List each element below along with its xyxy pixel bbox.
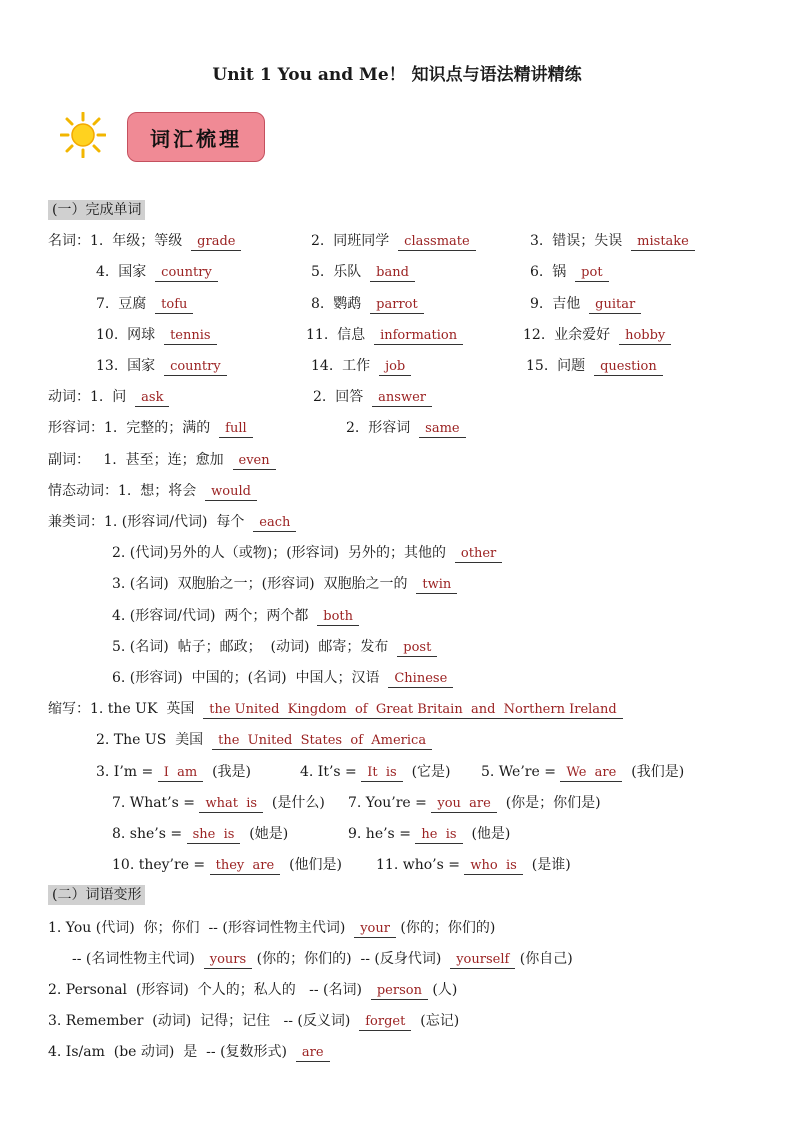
prompt-text: 7. You’re = bbox=[348, 795, 432, 811]
prompt-text: 14. 工作 bbox=[311, 358, 380, 374]
exercise-line bbox=[300, 762, 451, 782]
answer-blank: question bbox=[594, 359, 663, 376]
prompt-text: (它是) bbox=[402, 764, 451, 780]
exercise-line bbox=[481, 762, 684, 782]
prompt-text: (我们是) bbox=[622, 764, 685, 780]
sun-icon bbox=[60, 112, 106, 158]
exercise-line bbox=[96, 762, 251, 782]
exercise-line bbox=[112, 606, 359, 626]
prompt-text: (他是) bbox=[462, 826, 511, 842]
answer-blank: job bbox=[379, 359, 411, 376]
answer-blank: tennis bbox=[164, 328, 217, 345]
exercise-line bbox=[311, 262, 415, 282]
exercise-line bbox=[96, 294, 193, 314]
answer-blank: what is bbox=[199, 796, 263, 813]
answer-blank: the United States of America bbox=[212, 733, 432, 750]
exercise-line bbox=[48, 980, 457, 1000]
prompt-text: (你自己) bbox=[515, 951, 573, 967]
prompt-text: 2. Personal (形容词) 个人的；私人的 -- (名词) bbox=[48, 982, 371, 998]
exercise-line bbox=[48, 1042, 330, 1062]
exercise-line bbox=[530, 262, 609, 282]
exercise-line bbox=[112, 574, 457, 594]
prompt-text: -- (名词性物主代词) bbox=[72, 951, 204, 967]
answer-blank: I am bbox=[158, 765, 203, 782]
exercise-line bbox=[112, 855, 342, 875]
exercise-line bbox=[523, 325, 671, 345]
answer-blank: ask bbox=[135, 390, 169, 407]
answer-blank: you are bbox=[431, 796, 496, 813]
answer-blank: country bbox=[155, 265, 218, 282]
prompt-text: (他们是) bbox=[280, 857, 343, 873]
answer-blank: the United Kingdom of Great Britain and Northern Ireland bbox=[203, 702, 623, 719]
prompt-text: 11. who’s = bbox=[376, 857, 465, 873]
answer-blank: person bbox=[371, 983, 428, 1000]
prompt-text: 9. he’s = bbox=[348, 826, 416, 842]
prompt-text: 2. 形容词 bbox=[346, 420, 420, 436]
page-title: Unit 1 You and Me！ 知识点与语法精讲精练 bbox=[212, 65, 582, 85]
answer-blank: twin bbox=[416, 577, 457, 594]
answer-blank: both bbox=[317, 609, 359, 626]
exercise-line bbox=[96, 356, 227, 376]
answer-blank: she is bbox=[187, 827, 241, 844]
prompt-text: 4. Is/am (be 动词) 是 -- (复数形式) bbox=[48, 1044, 296, 1060]
prompt-text: 5. 乐队 bbox=[311, 264, 371, 280]
prompt-text: (忘记) bbox=[411, 1013, 460, 1029]
exercise-line bbox=[48, 699, 623, 719]
exercise-line bbox=[48, 231, 241, 251]
exercise-line bbox=[530, 231, 695, 251]
answer-blank: they are bbox=[210, 858, 281, 875]
answer-blank: information bbox=[374, 328, 463, 345]
prompt-text: 副词： 1. 甚至；连；愈加 bbox=[48, 452, 233, 468]
exercise-line bbox=[96, 325, 217, 345]
prompt-text: 动词：1. 问 bbox=[48, 389, 136, 405]
exercise-line bbox=[346, 418, 466, 438]
exercise-line bbox=[311, 294, 424, 314]
prompt-text: 8. 鹦鹉 bbox=[311, 296, 371, 312]
answer-blank: even bbox=[233, 453, 276, 470]
prompt-text: (人) bbox=[427, 982, 458, 998]
answer-blank: post bbox=[397, 640, 437, 657]
prompt-text: 10. they’re = bbox=[112, 857, 210, 873]
prompt-text: 10. 网球 bbox=[96, 327, 165, 343]
exercise-line bbox=[48, 418, 253, 438]
answer-blank: other bbox=[455, 546, 502, 563]
prompt-text: (你是；你们是) bbox=[496, 795, 601, 811]
prompt-text: (她是) bbox=[240, 826, 289, 842]
exercise-line bbox=[526, 356, 663, 376]
prompt-text: (我是) bbox=[203, 764, 252, 780]
exercise-line bbox=[48, 918, 495, 938]
prompt-text: (你的；你们的) -- (反身代词) bbox=[252, 951, 451, 967]
answer-blank: classmate bbox=[398, 234, 476, 251]
answer-blank: band bbox=[370, 265, 415, 282]
exercise-line bbox=[48, 450, 276, 470]
prompt-text: 2. The US 美国 bbox=[96, 732, 213, 748]
prompt-text: 15. 问题 bbox=[526, 358, 595, 374]
exercise-line bbox=[311, 231, 476, 251]
answer-blank: same bbox=[419, 421, 465, 438]
answer-blank: Chinese bbox=[388, 671, 453, 688]
prompt-text: 缩写：1. the UK 英国 bbox=[48, 701, 204, 717]
prompt-text: 3. I’m = bbox=[96, 764, 158, 780]
exercise-line bbox=[96, 730, 432, 750]
prompt-text: 形容词：1. 完整的；满的 bbox=[48, 420, 220, 436]
answer-blank: country bbox=[164, 359, 227, 376]
exercise-line bbox=[348, 793, 601, 813]
answer-blank: parrot bbox=[370, 297, 424, 314]
answer-blank: It is bbox=[361, 765, 402, 782]
prompt-text: 3. Remember (动词) 记得；记住 -- (反义词) bbox=[48, 1013, 360, 1029]
answer-blank: tofu bbox=[155, 297, 193, 314]
exercise-line bbox=[48, 387, 169, 407]
answer-blank: guitar bbox=[589, 297, 641, 314]
prompt-text: 6. (形容词) 中国的；(名词) 中国人；汉语 bbox=[112, 670, 389, 686]
prompt-text: 7. What’s = bbox=[112, 795, 200, 811]
prompt-text: 11. 信息 bbox=[306, 327, 375, 343]
prompt-text: 3. 错误；失误 bbox=[530, 233, 632, 249]
exercise-line bbox=[376, 855, 571, 875]
prompt-text: 6. 锅 bbox=[530, 264, 576, 280]
exercise-line bbox=[96, 262, 218, 282]
prompt-text: 3. (名词) 双胞胎之一；(形容词) 双胞胎之一的 bbox=[112, 576, 417, 592]
answer-blank: hobby bbox=[619, 328, 671, 345]
prompt-text: 名词：1. 年级；等级 bbox=[48, 233, 192, 249]
exercise-line bbox=[348, 824, 510, 844]
prompt-text: 2. (代词)另外的人（或物)；(形容词) 另外的；其他的 bbox=[112, 545, 455, 561]
answer-blank: mistake bbox=[631, 234, 695, 251]
exercise-line bbox=[311, 356, 411, 376]
answer-blank: he is bbox=[415, 827, 462, 844]
exercise-line bbox=[112, 824, 288, 844]
prompt-text: 13. 国家 bbox=[96, 358, 165, 374]
answer-blank: We are bbox=[560, 765, 622, 782]
prompt-text: (你的；你们的) bbox=[395, 920, 496, 936]
answer-blank: each bbox=[253, 515, 296, 532]
prompt-text: 4. (形容词/代词) 两个；两个都 bbox=[112, 608, 318, 624]
vocab-badge: 词汇梳理 bbox=[127, 112, 265, 162]
exercise-line bbox=[112, 637, 437, 657]
exercise-line bbox=[48, 1011, 459, 1031]
answer-blank: pot bbox=[575, 265, 608, 282]
prompt-text: 4. 国家 bbox=[96, 264, 156, 280]
prompt-text: 1. You (代词) 你；你们 -- (形容词性物主代词) bbox=[48, 920, 355, 936]
prompt-text: 兼类词：1. (形容词/代词) 每个 bbox=[48, 514, 254, 530]
prompt-text: 2. 回答 bbox=[313, 389, 373, 405]
answer-blank: answer bbox=[372, 390, 432, 407]
prompt-text: 2. 同班同学 bbox=[311, 233, 399, 249]
exercise-line bbox=[306, 325, 463, 345]
answer-blank: who is bbox=[464, 858, 522, 875]
answer-blank: forget bbox=[359, 1014, 411, 1031]
exercise-line bbox=[72, 949, 573, 969]
prompt-text: 9. 吉他 bbox=[530, 296, 590, 312]
exercise-line bbox=[313, 387, 432, 407]
prompt-text: 8. she’s = bbox=[112, 826, 187, 842]
section-heading-word-forms: (二）词语变形 bbox=[48, 885, 145, 905]
answer-blank: yours bbox=[204, 952, 252, 969]
prompt-text: 7. 豆腐 bbox=[96, 296, 156, 312]
exercise-line bbox=[112, 543, 502, 563]
prompt-text: 12. 业余爱好 bbox=[523, 327, 620, 343]
answer-blank: are bbox=[296, 1045, 330, 1062]
answer-blank: yourself bbox=[450, 952, 515, 969]
exercise-line bbox=[48, 512, 296, 532]
exercise-line bbox=[48, 481, 257, 501]
section-heading-complete-words: (一）完成单词 bbox=[48, 200, 145, 220]
prompt-text: 4. It’s = bbox=[300, 764, 362, 780]
answer-blank: your bbox=[354, 921, 396, 938]
exercise-line bbox=[112, 668, 453, 688]
answer-blank: full bbox=[219, 421, 253, 438]
prompt-text: 5. We’re = bbox=[481, 764, 561, 780]
answer-blank: would bbox=[205, 484, 257, 501]
prompt-text: (是谁) bbox=[522, 857, 571, 873]
exercise-line bbox=[530, 294, 641, 314]
answer-blank: grade bbox=[191, 234, 241, 251]
prompt-text: 5. (名词) 帖子；邮政； (动词) 邮寄；发布 bbox=[112, 639, 398, 655]
prompt-text: (是什么) bbox=[263, 795, 325, 811]
exercise-line bbox=[112, 793, 325, 813]
prompt-text: 情态动词：1. 想；将会 bbox=[48, 483, 206, 499]
